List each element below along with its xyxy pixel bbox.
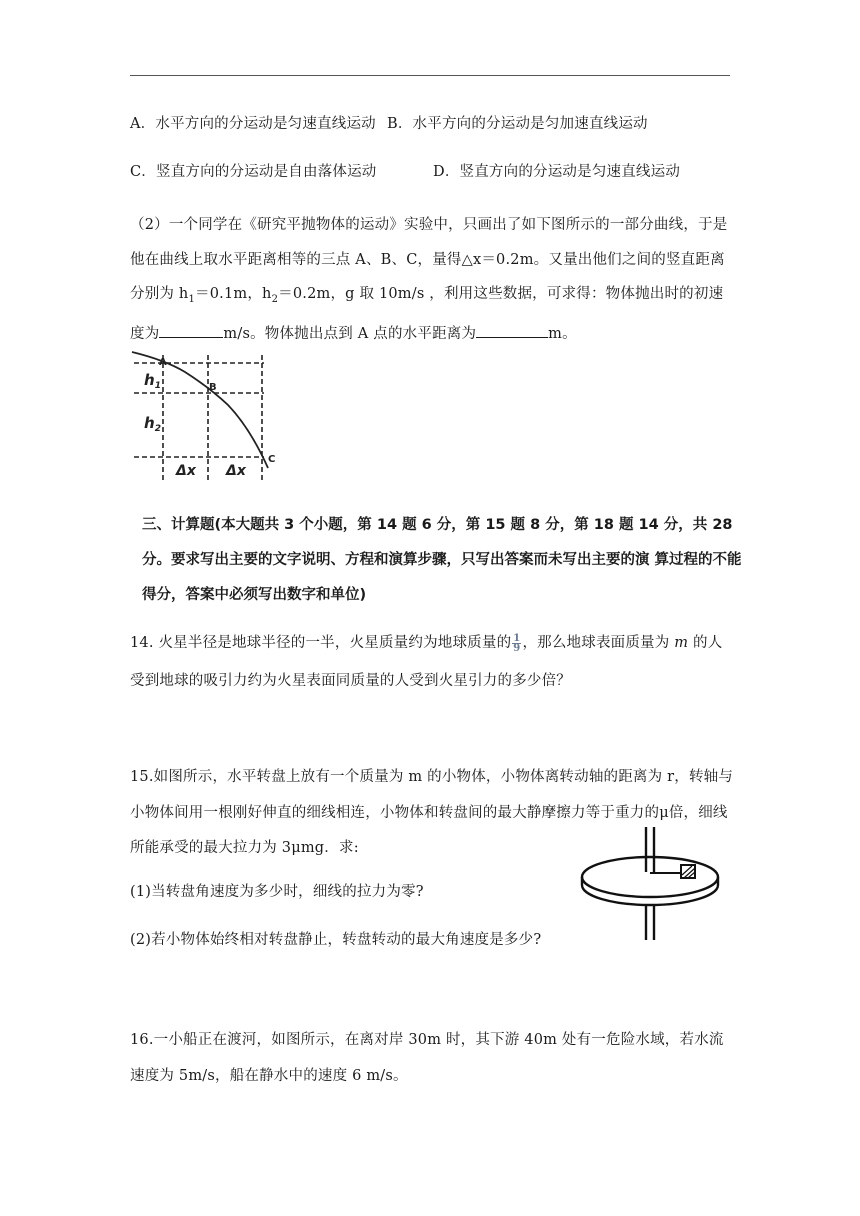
q2-sub1: 1 bbox=[188, 293, 196, 305]
trajectory-curve bbox=[132, 352, 268, 468]
choice-d: D．竖直方向的分运动是匀速直线运动 bbox=[433, 164, 681, 180]
answer-blank-velocity[interactable] bbox=[159, 321, 223, 338]
question-14-text bbox=[130, 624, 735, 700]
choice-c: C．竖直方向的分运动是自由落体运动 bbox=[130, 164, 377, 180]
q2-part2: ＝0.1m，h bbox=[195, 286, 272, 302]
q14-part2: ，那么地球表面质量为 bbox=[522, 635, 675, 651]
projectile-curve-figure bbox=[130, 350, 290, 485]
choice-a: A．水平方向的分运动是匀速直线运动 bbox=[130, 116, 376, 132]
delta-x-label-2: Δx bbox=[226, 463, 246, 479]
question-16-text: 16.一小船正在渡河，如图所示，在离对岸 30m 时，其下游 40m 处有一危险水域，若水流速度为 5m/s，船在静水中的速度 6 m/s。 bbox=[130, 1032, 724, 1084]
turntable-figure bbox=[578, 825, 728, 945]
question-15-part-1: (1)当转盘角速度为多少时，细线的拉力为零? bbox=[130, 884, 424, 900]
h1-label: $h_1$ bbox=[144, 371, 161, 391]
question-2-text bbox=[130, 208, 735, 352]
point-b-label: B bbox=[209, 382, 217, 393]
header-rule bbox=[130, 75, 730, 76]
fraction-numerator: 1 bbox=[513, 632, 521, 644]
answer-blank-distance[interactable] bbox=[476, 321, 548, 338]
q14-part3: 的人受到地球的吸引力约为火星表面同质量的人受到火星引力的多少倍？ bbox=[130, 635, 723, 689]
fraction-one-ninth bbox=[512, 634, 521, 653]
delta-x-label-1: Δx bbox=[176, 463, 196, 479]
turntable-disc-top bbox=[582, 857, 718, 897]
q2-sub2: 2 bbox=[271, 293, 279, 305]
q2-part4: m/s。物体抛出点到 A 点的水平距离为 bbox=[223, 326, 477, 343]
q2-part3: ＝0.2m，g 取 10m/s ，利用这些数据，可求得：物体抛出时的初速度为 bbox=[130, 286, 724, 343]
q2-part1: （2）一个同学在《研究平抛物体的运动》实验中，只画出了如下图所示的一部分曲线，于是他在曲线上取水平距离相等的三点 A、B、C，量得△x＝0.2m。又量出他们之间的竖直距离分别为 h bbox=[130, 217, 728, 302]
q14-part1: 14. 火星半径是地球半径的一半，火星质量约为地球质量的 bbox=[130, 635, 512, 651]
fraction-denominator: 9 bbox=[513, 642, 521, 654]
point-a-label: A bbox=[159, 357, 167, 368]
choice-b: B．水平方向的分运动是匀加速直线运动 bbox=[387, 116, 648, 132]
small-object-block bbox=[681, 865, 695, 878]
question-15-text: 15.如图所示，水平转盘上放有一个质量为 m 的小物体，小物体离转动轴的距离为 r，转轴与小物体间用一根刚好伸直的细线相连，小物体和转盘间的最大静摩擦力等于重力的μ倍，细线所能承受的最大拉力为 3μmg．求: bbox=[130, 769, 734, 856]
q14-variable-m: m bbox=[674, 635, 689, 651]
question-15-part-2: (2)若小物体始终相对转盘静止，转盘转动的最大角速度是多少? bbox=[130, 932, 542, 948]
section-3-heading: 三、计算题(本大题共 3 个小题，第 14 题 6 分，第 15 题 8 分，第 18 题 14 分，共 28 分。要求写出主要的文字说明、方程和演算步骤，只写出答案而未写出主要的演 算过程的不能得分，答案中必须写出数字和单位) bbox=[142, 517, 742, 603]
h2-label: $h_2$ bbox=[144, 414, 161, 434]
q2-part5: m。 bbox=[548, 326, 577, 343]
point-c-label: C bbox=[268, 454, 276, 465]
